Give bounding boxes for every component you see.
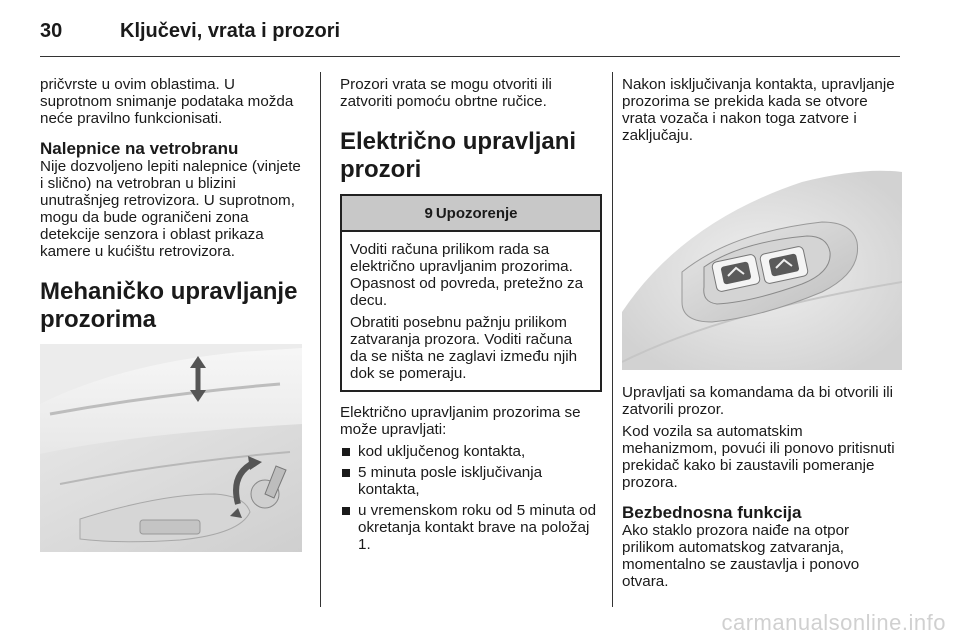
heading-windshield-stickers: Nalepnice na vetrobranu	[40, 139, 239, 158]
column-divider	[320, 72, 321, 607]
watermark: carmanualsonline.info	[721, 610, 946, 635]
column-right	[622, 76, 902, 595]
list-item: kod uključenog kontakta,	[340, 443, 602, 460]
paragraph: Električno upravljanim prozorima se može upravljati:	[340, 404, 581, 438]
column-middle	[340, 76, 602, 557]
figure-door-crank	[40, 344, 302, 552]
paragraph: Upravljati sa komandama da bi otvorili ili zatvorili prozor.	[622, 384, 893, 418]
heading-manual-windows: Mehaničko upravljanje prozorima	[40, 278, 298, 333]
paragraph: pričvrste u ovim oblastima. U suprotnom snimanje podataka možda neće pravilno funkcionisati.	[40, 76, 294, 127]
condition-list	[340, 443, 602, 553]
door-crank-illustration	[40, 344, 302, 552]
header-rule	[40, 56, 900, 57]
warning-icon: 9	[424, 205, 433, 222]
heading-electric-windows: Električno upravljani prozori	[340, 128, 577, 183]
paragraph: Nakon isključivanja kontakta, upravljanje prozorima se prekida kada se otvore vrata vozača i nakon toga zatvore i zaključaju.	[622, 76, 895, 144]
page-number: 30	[40, 20, 63, 42]
warning-box	[340, 194, 602, 392]
list-item: 5 minuta posle isključivanja kontakta,	[340, 464, 602, 498]
figure-window-switches	[622, 162, 902, 370]
warning-text: Obratiti posebnu pažnju prilikom zatvaranja prozora. Voditi računa da se ništa ne zaglavi između njih dok se pomeraju.	[350, 314, 578, 382]
column-left	[40, 76, 302, 552]
list-item: u vremenskom roku od 5 minuta od okretanja kontakt brave na položaj 1.	[340, 502, 602, 553]
warning-header	[342, 196, 600, 232]
paragraph: Kod vozila sa automatskim mehanizmom, povući ili ponovo pritisnuti prekidač kako bi zaustavili pomeranje prozora.	[622, 423, 895, 491]
paragraph: Ako staklo prozora naiđe na otpor prilikom automatskog zatvaranja, momentalno se zaustavlja i ponovo otvara.	[622, 522, 860, 590]
warning-title: Upozorenje	[435, 205, 518, 222]
page-header	[40, 18, 920, 58]
warning-body	[342, 232, 600, 390]
heading-safety-function: Bezbednosna funkcija	[622, 503, 802, 522]
column-divider	[612, 72, 613, 607]
section-title: Ključevi, vrata i prozori	[120, 20, 341, 42]
paragraph: Nije dozvoljeno lepiti nalepnice (vinjete i slično) na vetrobran u blizini unutrašnjeg retrovizora. U suprotnom, mogu da bude ograničeni zona detekcije senzora i oblast prikaza kamere u kućištu retrovizora.	[40, 158, 301, 260]
warning-text: Voditi računa prilikom rada sa električno upravljanim prozorima. Opasnost od povreda, pretežno za decu.	[350, 241, 584, 309]
window-switch-illustration	[622, 162, 902, 370]
paragraph: Prozori vrata se mogu otvoriti ili zatvoriti pomoću obrtne ručice.	[340, 76, 552, 110]
